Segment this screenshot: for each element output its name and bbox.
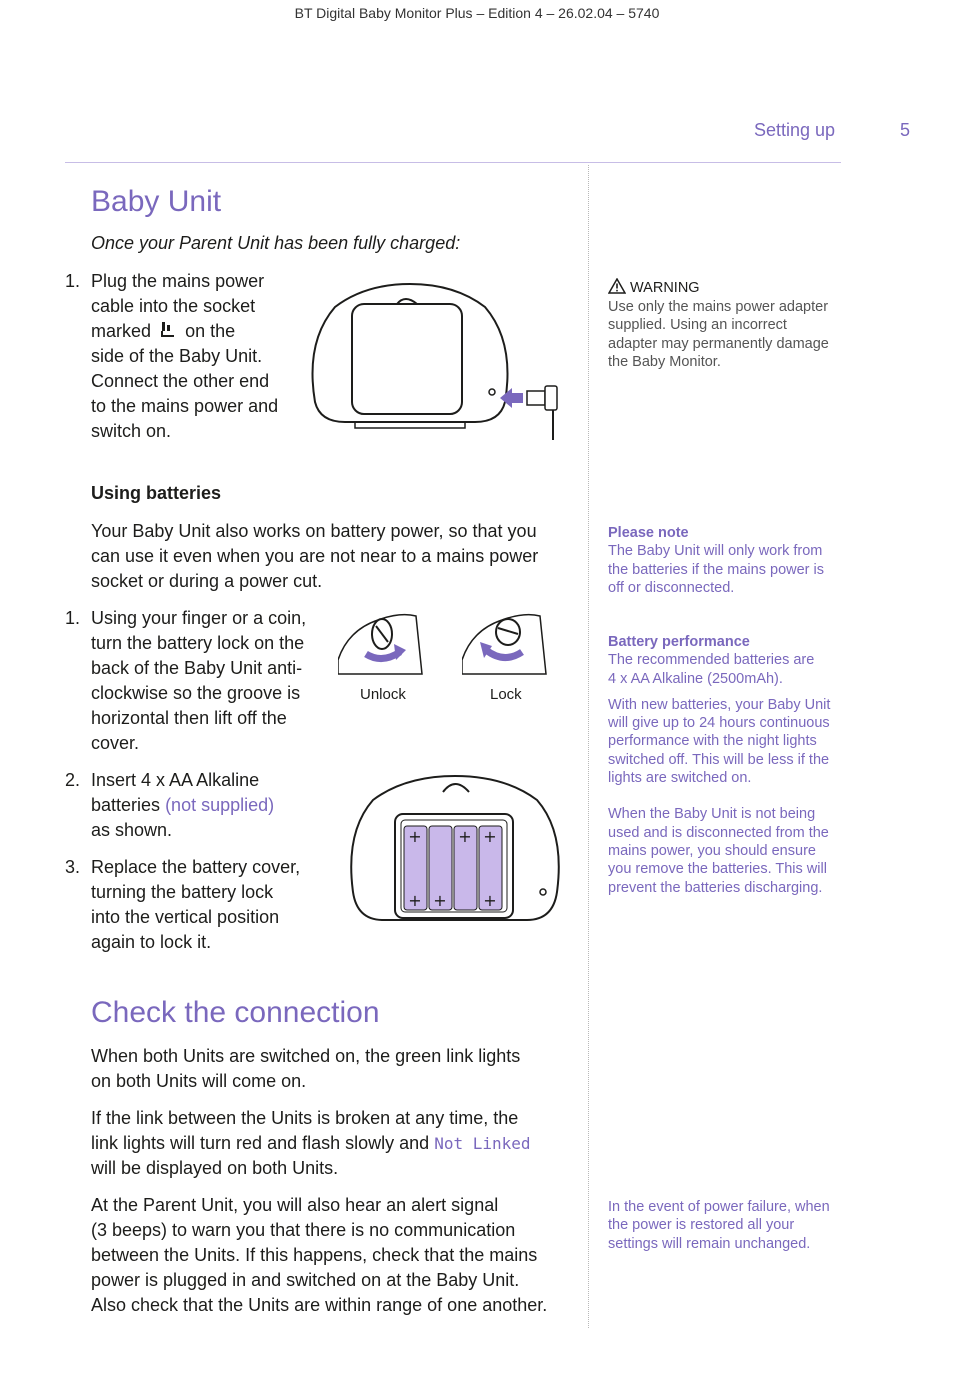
step-number: 1. [65, 271, 81, 291]
header-rule [65, 162, 841, 163]
lock-label: Lock [490, 686, 522, 703]
page-number: 5 [900, 120, 911, 140]
section-name: Setting up [754, 120, 836, 140]
power-socket-icon [160, 321, 176, 339]
power-failure-note: In the event of power failure, when the power is restored all your settings will remain unchanged. [608, 1199, 830, 1252]
baby-unit-power-illustration [305, 282, 570, 442]
step-number: 3. [65, 857, 81, 877]
warning-title: WARNING [630, 280, 700, 296]
not-supplied-note: (not supplied) [165, 795, 275, 815]
step-number: 2. [65, 770, 81, 790]
svg-text:+: + [458, 827, 472, 846]
battery-performance-box: Battery performance The recommended batteries are 4 x AA Alkaline (2500mAh). With new batteries, your Baby Unit will give up to 24 hours continuous performance with the night lights switched off. This will be less if the lights are switched on. When the Baby Unit is not being used and is disconnected from the mains power, you should ensure you remove the batteries. This will prevent the batteries discharging. [608, 634, 831, 896]
column-divider [588, 165, 589, 1328]
svg-text:+: + [483, 827, 497, 846]
please-note-box: Please note The Baby Unit will only work from the batteries if the mains power is off or disconnected. [608, 525, 824, 596]
unlock-label: Unlock [360, 686, 406, 703]
svg-text:+: + [433, 891, 447, 910]
step1-line: Plug the mains power [91, 271, 265, 291]
baby-unit-intro: Once your Parent Unit has been fully charged: [91, 233, 461, 253]
step1-line: Connect the other end [91, 371, 270, 391]
connection-paragraph-2: If the link between the Units is broken at any time, the link lights will turn red and flash slowly and Not Linked will be displayed on both Units. [91, 1108, 531, 1178]
connection-paragraph-3: At the Parent Unit, you will also hear an alert signal (3 beeps) to warn you that there is no communication between the Units. If this happens, check that the mains power is plugged in and switched on at the Baby Unit. Also check that the Units are within range of one another. [91, 1195, 548, 1315]
lock-illustration [462, 612, 552, 680]
warning-text: Use only the mains power adapter supplied. Using an incorrect adapter may permanently damage the Baby Monitor. [608, 299, 829, 370]
warning-triangle-icon [608, 278, 626, 294]
connection-paragraph-1: When both Units are switched on, the green link lights on both Units will come on. [91, 1046, 521, 1091]
step1-line-with-icon: marked on the [91, 321, 236, 341]
step1-line: cable into the socket [91, 296, 256, 316]
svg-text:+: + [408, 891, 422, 910]
step1-line: switch on. [91, 421, 172, 441]
battery-performance-title: Battery performance [608, 634, 750, 650]
svg-text:+: + [483, 891, 497, 910]
check-connection-title: Check the connection [91, 996, 380, 1029]
step1-text [91, 269, 278, 444]
step1-line: side of the Baby Unit. [91, 346, 263, 366]
batteries-intro: Your Baby Unit also works on battery power, so that you can use it even when you are not near to a mains power socket or during a power cut. [91, 521, 539, 591]
step-number: 1. [65, 608, 81, 628]
svg-text:+: + [408, 827, 422, 846]
unlock-illustration [338, 612, 428, 680]
step1-line: to the mains power and [91, 396, 279, 416]
battery-step2-text: Insert 4 x AA Alkaline batteries (not supplied) as shown. [91, 770, 275, 840]
battery-step1-text: Using your finger or a coin, turn the battery lock on the back of the Baby Unit anti- clockwise so the groove is horizontal then lift off the cover. [91, 608, 307, 753]
battery-step3-text: Replace the battery cover, turning the battery lock into the vertical position again to lock it. [91, 857, 301, 952]
document-header: BT Digital Baby Monitor Plus – Edition 4 – 26.02.04 – 5740 [294, 5, 660, 21]
battery-compartment-illustration [345, 772, 567, 932]
please-note-title: Please note [608, 525, 689, 541]
warning-box [608, 278, 848, 371]
using-batteries-heading: Using batteries [91, 483, 222, 503]
baby-unit-title: Baby Unit [91, 185, 222, 218]
not-linked-display-text: Not Linked [434, 1134, 531, 1153]
